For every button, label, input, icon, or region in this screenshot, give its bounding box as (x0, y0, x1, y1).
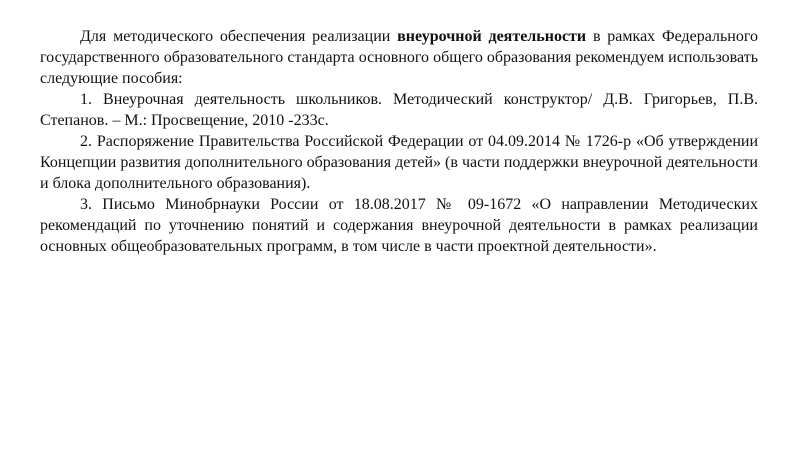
intro-bold-phrase: внеурочной деятельности (397, 28, 587, 45)
list-item-2: 2. Распоряжение Правительства Российской Федерации от 04.09.2014 № 1726-р «Об утверждении Концепции развития дополнительного образования детей» (в части поддержки внеурочной деятельности и блока дополнительного образования). (40, 133, 758, 192)
list-item-3: 3. Письмо Минобрнауки России от 18.08.2017 № 09-1672 «О направлении Методических рекомендаций по уточнению понятий и содержания внеурочной деятельности в рамках реализации основных общеобразовательных программ, в том числе в части проектной деятельности». (40, 196, 758, 255)
intro-text-before-bold: Для методического обеспечения реализации (80, 28, 398, 45)
list-item-1: 1. Внеурочная деятельность школьников. Методический конструктор/ Д.В. Григорьев, П.В. Степанов. – М.: Просвещение, 2010 -233с. (40, 91, 758, 129)
paragraph-intro (40, 26, 758, 89)
intro-text-after-bold: в рамках Федерального государственного образовательного стандарта основного общего образования рекомендуем использовать следующие пособия: (40, 28, 758, 87)
document-body (40, 26, 758, 257)
